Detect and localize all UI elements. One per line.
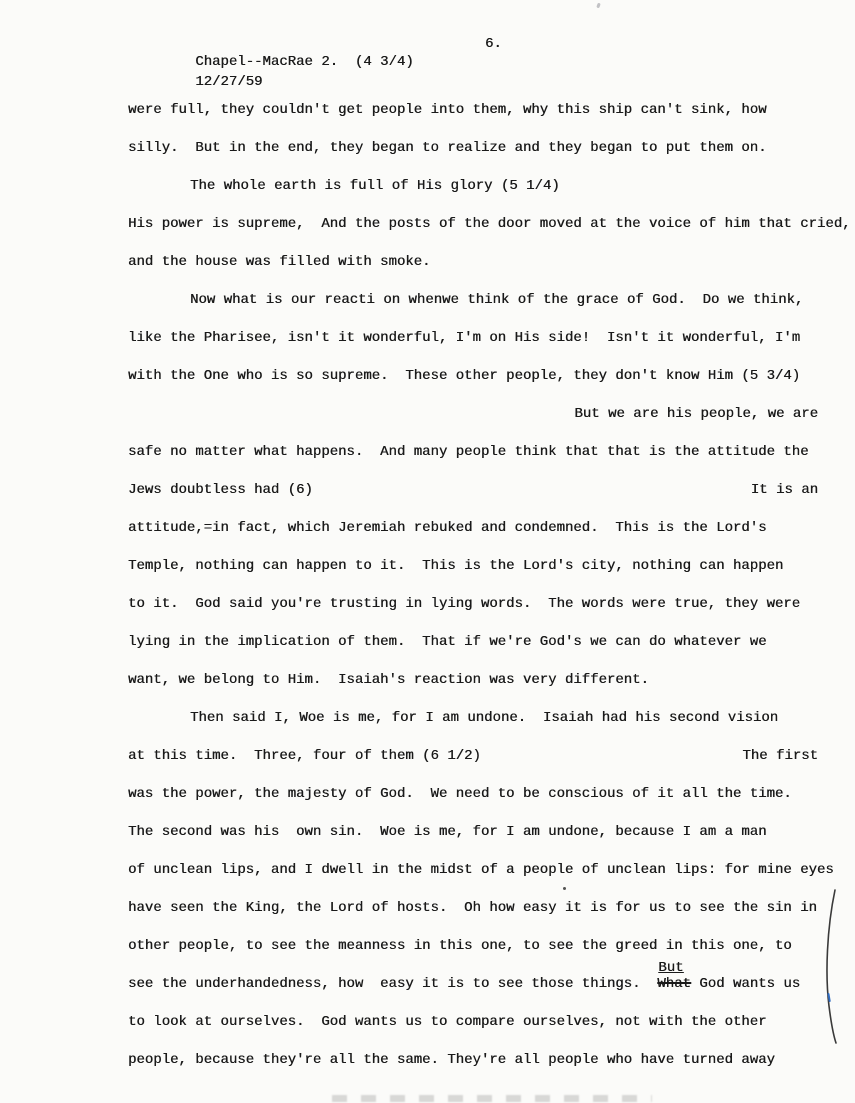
text-line [128, 556, 818, 594]
text-line [128, 936, 818, 974]
line-text: silly. But in the end, they began to realize and they began to put them on. [128, 140, 767, 156]
document-date: 12/27/59 [195, 74, 263, 90]
text-line [128, 1012, 818, 1050]
line-text: see the underhandedness, how easy it is to see those things. [128, 976, 658, 992]
line-text: and the house was filled with smoke. [128, 254, 431, 270]
text-line [128, 290, 818, 328]
text-line [128, 822, 818, 860]
text-line [128, 860, 834, 898]
line-text-left: Jews doubtless had (6) [128, 482, 313, 498]
line-text: His power is supreme, And the posts of the door moved at the voice of him that cried, [128, 216, 851, 232]
scan-speck-top [596, 3, 601, 9]
line-text: The second was his own sin. Woe is me, for I am undone, because I am a man [128, 824, 767, 840]
text-line [128, 176, 818, 214]
line-text: with the One who is so supreme. These other people, they don't know Him (5 3/4) [128, 368, 801, 384]
line-text: Then said I, Woe is me, for I am undone. Isaiah had his second vision [190, 710, 779, 726]
header-date-line [128, 52, 818, 90]
text-line [128, 518, 818, 556]
inserted-word: But [658, 960, 684, 976]
scan-speck-dot [563, 887, 566, 890]
body-lines [128, 100, 851, 1088]
document-title: Chapel--MacRae 2. (4 3/4) [195, 54, 414, 70]
header-title-line [128, 32, 818, 70]
text-line [128, 214, 851, 252]
text-line [128, 138, 818, 176]
line-text: God wants us [690, 976, 801, 992]
line-text: have seen the King, the Lord of hosts. Oh how easy it is for us to see the sin in [128, 900, 817, 916]
page-number: 6. [485, 36, 502, 52]
typewritten-content [128, 32, 851, 1088]
line-text: The whole earth is full of His glory (5 1/4) [190, 178, 560, 194]
line-text: were full, they couldn't get people into them, why this ship can't sink, how [128, 102, 767, 118]
text-line [128, 898, 818, 936]
text-line [128, 366, 818, 404]
text-line [128, 100, 818, 138]
line-text: of unclean lips, and I dwell in the midst of a people of unclean lips: for mine eyes [128, 862, 834, 878]
line-text: people, because they're all the same. They're all people who have turned away [128, 1052, 775, 1068]
line-text-left: at this time. Three, four of them (6 1/2) [128, 748, 481, 764]
typed-correction [657, 960, 691, 994]
edited-line-text [128, 960, 801, 994]
line-text: was the power, the majesty of God. We need to be conscious of it all the time. [128, 786, 792, 802]
line-text: to look at ourselves. God wants us to compare ourselves, not with the other [128, 1014, 767, 1030]
line-text: like the Pharisee, isn't it wonderful, I'm on His side! Isn't it wonderful, I'm [128, 330, 801, 346]
line-text-right: It is an [750, 482, 818, 498]
page-bottom-cutoff-artifact [332, 1095, 652, 1102]
text-line [128, 670, 818, 708]
line-text: safe no matter what happens. And many people think that that is the attitude the [128, 444, 809, 460]
strikethrough-word: What [657, 976, 691, 992]
text-line [128, 632, 818, 670]
line-text-right: The first [742, 748, 818, 764]
text-line [128, 960, 818, 1012]
text-line [128, 252, 818, 290]
line-text: Now what is our reacti on whenwe think of the grace of God. Do we think, [190, 292, 804, 308]
line-text: lying in the implication of them. That if we're God's we can do whatever we [128, 634, 767, 650]
line-text: to it. God said you're trusting in lying words. The words were true, they were [128, 596, 801, 612]
line-text: attitude,=in fact, which Jeremiah rebuked and condemned. This is the Lord's [128, 520, 767, 536]
text-line [128, 784, 818, 822]
line-text: Temple, nothing can happen to it. This is the Lord's city, nothing can happen [128, 558, 784, 574]
text-line [128, 442, 818, 480]
text-line [128, 328, 818, 366]
line-text: But we are his people, we are [574, 406, 818, 422]
text-line [128, 708, 818, 746]
text-line [128, 594, 818, 632]
pen-scratch-mark [818, 886, 850, 1046]
text-line [128, 480, 818, 518]
document-header [128, 32, 818, 90]
text-line [128, 746, 818, 784]
line-text: other people, to see the meanness in this one, to see the greed in this one, to [128, 938, 792, 954]
text-line [128, 404, 818, 442]
line-text: want, we belong to Him. Isaiah's reaction was very different. [128, 672, 649, 688]
text-line [128, 1050, 818, 1088]
